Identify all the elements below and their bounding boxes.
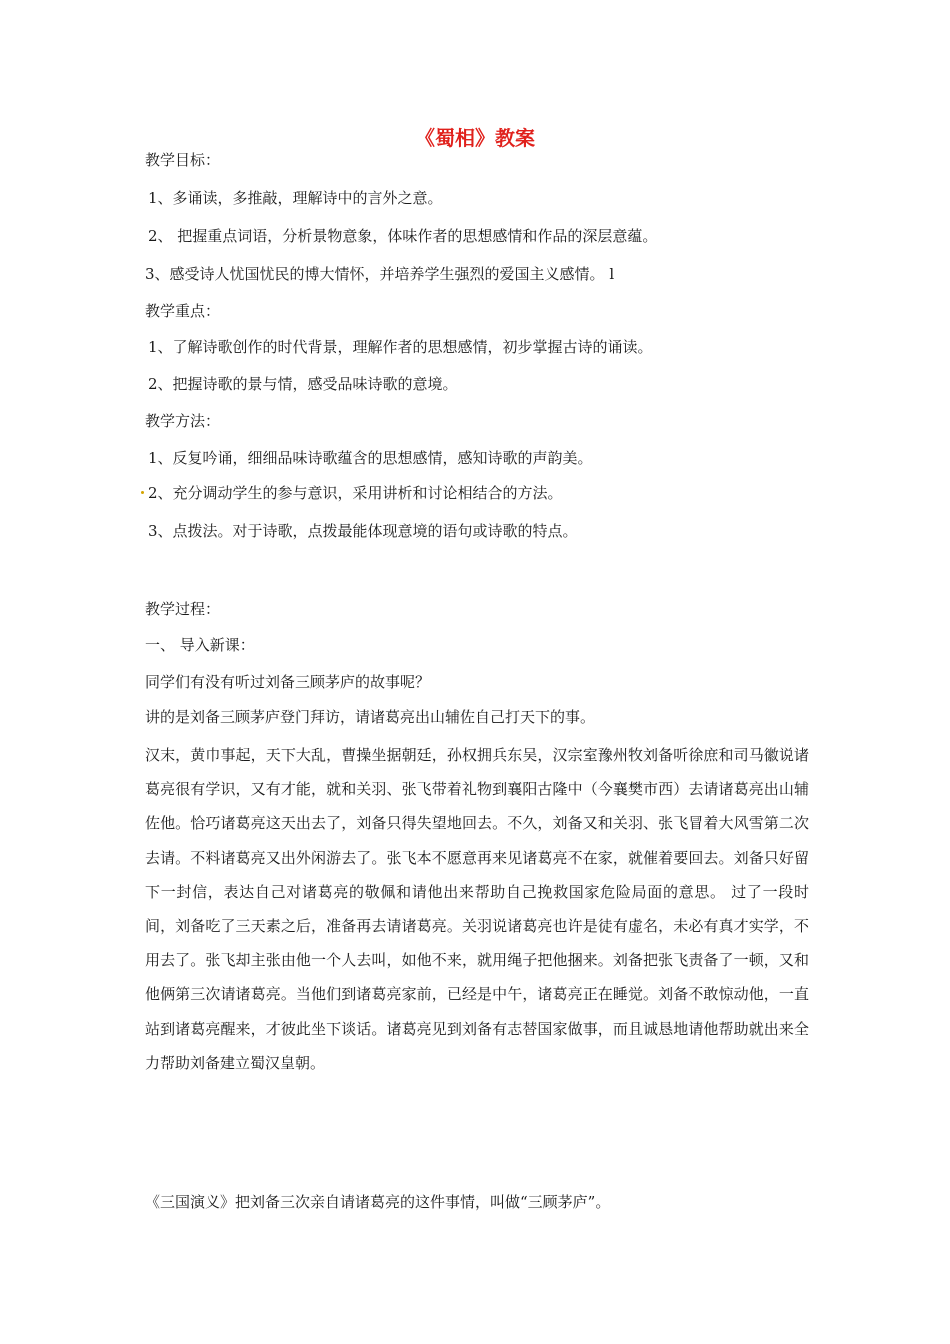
intro-summary: 讲的是刘备三顾茅庐登门拜访，请诸葛亮出山辅佐自己打天下的事。 [145, 708, 596, 726]
key-points-heading: 教学重点： [145, 302, 221, 320]
closing-sentence: 《三国演义》把刘备三次亲自请诸葛亮的这件事情，叫做“三顾茅庐”。 [145, 1193, 611, 1211]
methods-heading: 教学方法： [145, 412, 221, 430]
method-item-3: 3、点拨法。对于诗歌，点拨最能体现意境的语句或诗歌的特点。 [148, 522, 578, 540]
story-paragraph: 汉末，黄巾事起，天下大乱，曹操坐据朝廷，孙权拥兵东吴，汉宗室豫州牧刘备听徐庶和司马徽说诸葛亮很有学识，又有才能，就和关羽、张飞带着礼物到襄阳古隆中（今襄樊市西）去请诸葛亮出山辅佐他。恰巧诸葛亮这天出去了，刘备只得失望地回去。不久，刘备又和关羽、张飞冒着大风雪第二次去请。不料诸葛亮又出外闲游去了。张飞本不愿意再来见诸葛亮不在家，就催着要回去。刘备只好留下一封信，表达自己对诸葛亮的敬佩和请他出来帮助自己挽救国家危险局面的意思。 过了一段时间，刘备吃了三天素之后，准备再去请诸葛亮。关羽说诸葛亮也许是徒有虚名，未必有真才实学，不用去了。张飞却主张由他一个人去叫，如他不来，就用绳子把他捆来。刘备把张飞责备了一顿，又和他俩第三次请诸葛亮。当他们到诸葛亮家前，已经是中午，诸葛亮正在睡觉。刘备不敢惊动他，一直站到诸葛亮醒来，才彼此坐下谈话。诸葛亮见到刘备有志替国家做事，而且诚恳地请他帮助就出来全力帮助刘备建立蜀汉皇朝。 [145, 746, 809, 1072]
document-title: 《蜀相》教案 [415, 126, 535, 150]
key-point-item-1: 1、了解诗歌创作的时代背景，理解作者的思想感情，初步掌握古诗的诵读。 [148, 338, 653, 356]
section-intro-heading: 一、 导入新课： [145, 636, 255, 654]
objective-item-1: 1、多诵读，多推敲，理解诗中的言外之意。 [148, 189, 443, 207]
intro-question: 同学们有没有听过刘备三顾茅庐的故事呢？ [145, 673, 431, 691]
method-item-1: 1、反复吟诵，细细品味诗歌蕴含的思想感情，感知诗歌的声韵美。 [148, 449, 593, 467]
objectives-heading: 教学目标： [145, 151, 221, 169]
objective-item-2: 2、 把握重点词语，分析景物意象，体味作者的思想感情和作品的深层意蕴。 [148, 227, 658, 245]
bullet-dot-mark [141, 491, 144, 494]
process-heading: 教学过程： [145, 600, 221, 618]
method-item-2: 2、充分调动学生的参与意识，采用讲析和讨论相结合的方法。 [148, 484, 563, 502]
objective-item-3: 3、感受诗人忧国忧民的博大情怀，并培养学生强烈的爱国主义感情。 l [145, 265, 615, 283]
key-point-item-2: 2、把握诗歌的景与情，感受品味诗歌的意境。 [148, 375, 458, 393]
